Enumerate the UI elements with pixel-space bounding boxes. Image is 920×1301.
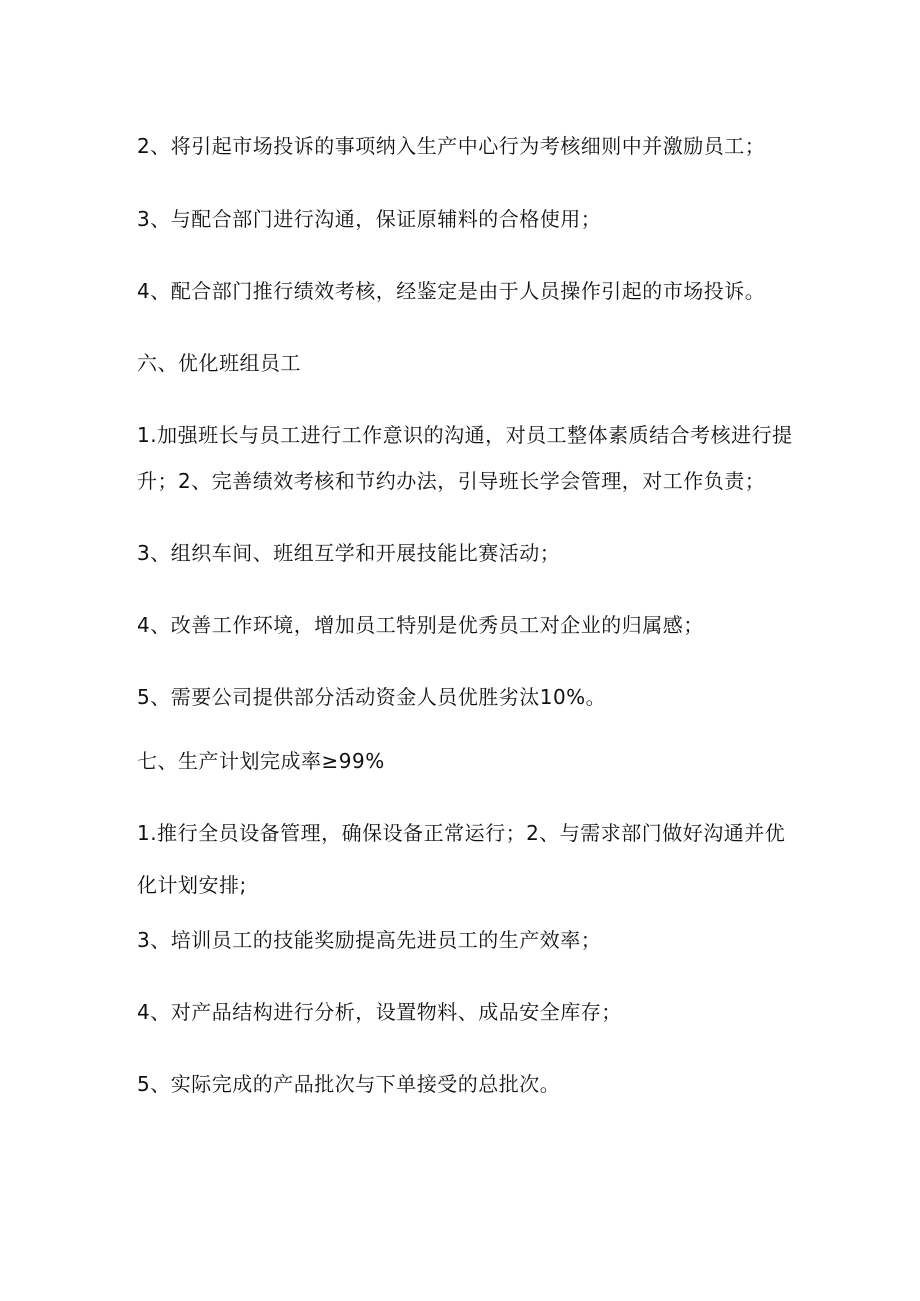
item-5-batch-completion: 5、实际完成的产品批次与下单接受的总批次。 [137,1072,561,1096]
item-3-training-efficiency: 3、培训员工的技能奖励提高先进员工的生产效率； [137,928,602,952]
section-heading-team-optimization: 六、优化班组员工 [137,351,301,375]
section-heading-plan-completion: 七、生产计划完成率≥99% [137,749,385,773]
paragraph-line: 化计划安排; [137,873,247,897]
item-2-complaint-assessment: 2、将引起市场投诉的事项纳入生产中心行为考核细则中并激励员工； [137,134,766,158]
paragraph-line: 1.加强班长与员工进行工作意识的沟通，对员工整体素质结合考核进行提 [137,423,793,447]
item-4-work-environment: 4、改善工作环境，增加员工特别是优秀员工对企业的归属感； [137,613,704,637]
paragraph-line: 1.推行全员设备管理，确保设备正常运行；2、与需求部门做好沟通并优 [137,821,786,845]
item-3-material-communication: 3、与配合部门进行沟通，保证原辅料的合格使用； [137,207,602,231]
item-4-performance-assessment: 4、配合部门推行绩效考核，经鉴定是由于人员操作引起的市场投诉。 [137,279,766,303]
paragraph-line: 升；2、完善绩效考核和节约办法，引导班长学会管理，对工作负责； [137,469,766,493]
item-5-activity-funding: 5、需要公司提供部分活动资金人员优胜劣汰10%。 [137,685,607,709]
item-4-product-structure: 4、对产品结构进行分析，设置物料、成品安全库存； [137,1000,622,1024]
item-3-skills-competition: 3、组织车间、班组互学和开展技能比赛活动； [137,541,561,565]
